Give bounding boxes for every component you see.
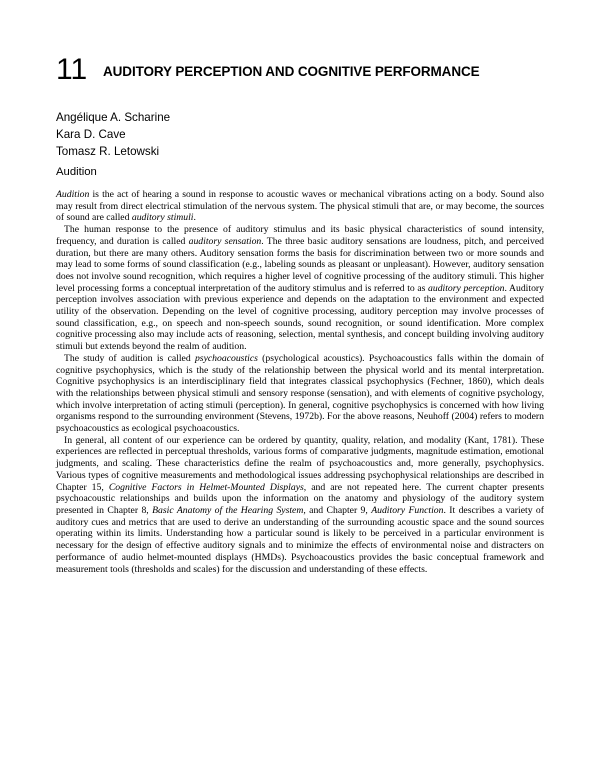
chapter-header bbox=[56, 52, 576, 92]
italic-term: Cognitive Factors in Helmet-Mounted Displays bbox=[108, 481, 304, 493]
chapter-title: AUDITORY PERCEPTION AND COGNITIVE PERFORMANCE bbox=[103, 64, 480, 79]
paragraph bbox=[56, 353, 544, 435]
text-run: . Auditory perception involves association with previous experience and depends on the adaptation to the environment and expected utility of the observation. Depending on the level of cognitive processing, auditory perception may involve processes of sound classification, e.g., on speech and non-speech sounds, sound recognition, or sound identification. More complex cognitive processing also may include acts of reasoning, selection, mental synthesis, and concept building involving auditory stimuli but extends beyond the realm of audition. bbox=[56, 282, 544, 353]
text-run: . It describes a variety of auditory cues and metrics that are used to derive an understanding of the surrounding acoustic space and the sound sources operating within its limits. Understanding how a particular sound is likely to be perceived in a particular environment is necessary for the design of effective auditory signals and to minimize the effects of environmental noise and distracters on performance of audio helmet-mounted displays (HMDs). Psychoacoustics provides the basic conceptual framework and measurement tools (thresholds and scales) for the discussion and understanding of these effects. bbox=[56, 504, 545, 575]
text-run: . bbox=[193, 212, 196, 224]
italic-term: auditory sensation bbox=[188, 235, 262, 247]
author-name: Angélique A. Scharine bbox=[56, 111, 171, 124]
text-run: (psychological acoustics). Psychoacoustics falls within the domain of cognitive psychophysics, which is the study of the relationship between the physical world and its mental interpretation. Cognitive psychophysics is an interdisciplinary field that integrates classical psychophysics (Fechner, 1860), which deals with the relationships between physical stimuli and sensory response (sensation), and with elements of cognitive psychology, which involve interpretation of acting stimuli (perception). In general, cognitive psychophysics is concerned with how living organisms respond to the surrounding environment (Stevens, 1972b). For the above reasons, Neuhoff (2004) refers to modern psychoacoustics as ecological psychoacoustics. bbox=[56, 352, 544, 435]
text-run: is the act of hearing a sound in response to acoustic waves or mechanical vibrations acting on a body. Sound also may result from direct electrical stimulation of the nervous system. The physical stimuli that are, or may become, the sources of sound are called bbox=[56, 189, 544, 224]
paragraph bbox=[56, 189, 544, 224]
text-run: , and are not repeated here. The current chapter presents psychoacoustic relationships and builds upon the information on the anatomy and physiology of the auditory system presented in Chapter 8, bbox=[56, 481, 544, 516]
body-text bbox=[56, 189, 544, 575]
paragraph bbox=[56, 435, 544, 575]
author-name: Kara D. Cave bbox=[56, 128, 126, 141]
author-name: Tomasz R. Letowski bbox=[56, 145, 160, 158]
section-heading: Audition bbox=[56, 166, 97, 178]
text-run: . The three basic auditory sensations are loudness, pitch, and perceived duration, but there are many others. Auditory sensation forms the basis for discrimination between two or more sounds and may lead to some forms of sound classification (e.g., labeling sounds as pleasant or unpleasant). However, auditory sensation does not involve sound recognition, which requires a higher level of cognitive processing of the auditory stimuli. This higher level processing forms a conceptual interpretation of the auditory stimulus and is referred to as bbox=[56, 235, 544, 294]
text-run: The human response to the presence of auditory stimulus and its basic physical characteristics of sound intensity, frequency, and duration is called bbox=[56, 224, 544, 247]
italic-term: psychoacoustics bbox=[194, 352, 258, 364]
chapter-number: 11 bbox=[56, 53, 88, 86]
text-run: In general, all content of our experience can be ordered by quantity, quality, relation, and modality (Kant, 1781). These experiences are reflected in perceptual thresholds, various forms of comparative judgments, magnitude estimation, emotional judgments, and scaling. These characteristics define the realm of psychoacoustics and, more generally, psychophysics. Various types of cognitive measurements and methodological issues addressing psychophysical relationships are described in Chapter 15, bbox=[56, 434, 544, 493]
italic-term: Auditory Function bbox=[371, 504, 444, 516]
italic-term: Basic Anatomy of the Hearing System bbox=[152, 504, 304, 516]
italic-term: auditory perception bbox=[428, 282, 505, 294]
paragraph bbox=[56, 224, 544, 353]
text-run: , and Chapter 9, bbox=[303, 504, 372, 516]
text-run: The study of audition is called bbox=[64, 352, 195, 364]
italic-term: Audition bbox=[56, 189, 90, 200]
author-list bbox=[56, 109, 170, 160]
italic-term: auditory stimuli bbox=[131, 212, 194, 224]
